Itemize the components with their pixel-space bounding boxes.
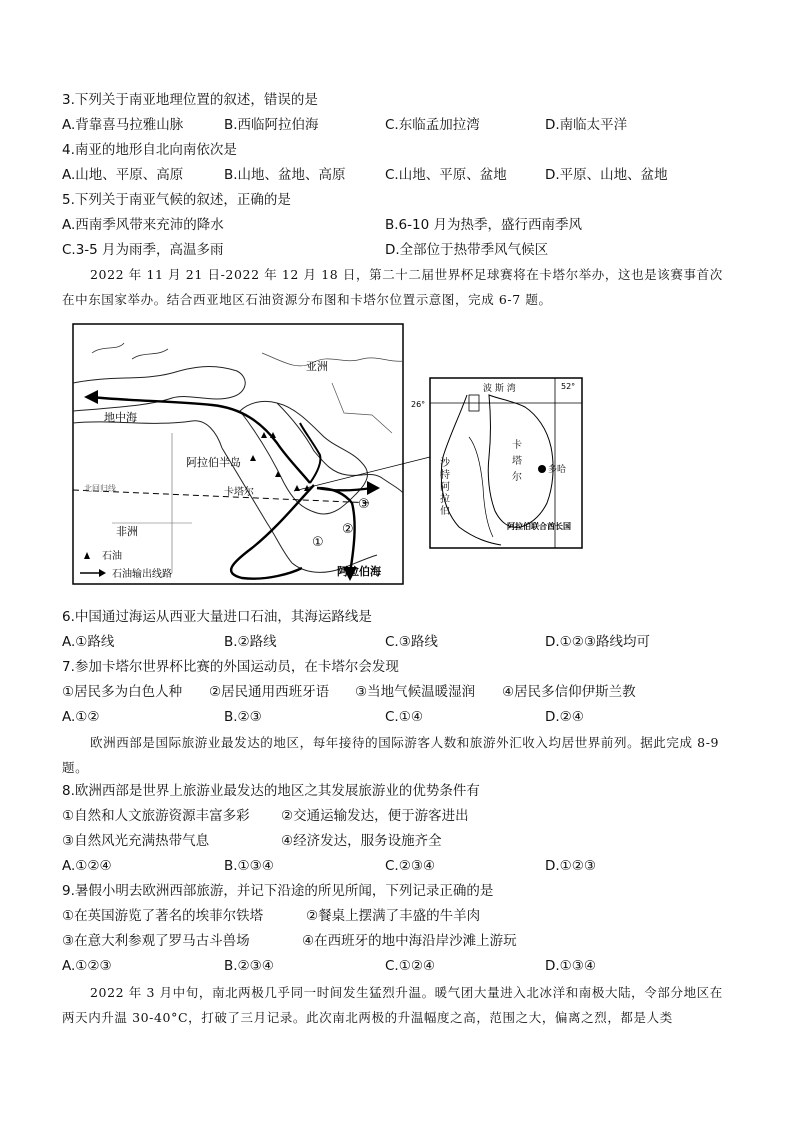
q6-stem: 6.中国通过海运从西亚大量进口石油，其海运路线是	[62, 609, 372, 625]
inset-label-lon: 52°	[561, 382, 576, 391]
route-2-label: ②	[342, 522, 354, 537]
route-3-label: ③	[358, 497, 370, 512]
q9-option-c: C.①②④	[385, 958, 436, 974]
legend-oil: 石油	[102, 551, 122, 562]
q9-option-d: D.①③④	[545, 958, 596, 974]
q8-option-b: B.①③④	[224, 858, 274, 874]
q4-stem: 4.南亚的地形自北向南依次是	[62, 142, 237, 158]
map-label-arabian-peninsula: 阿拉伯半岛	[186, 456, 241, 469]
q8-option-d: D.①②③	[545, 858, 596, 874]
q7-option-c: C.①④	[385, 709, 423, 725]
q3-option-b: B.西临阿拉伯海	[224, 117, 319, 133]
q7-item-4: ④居民多信仰伊斯兰教	[502, 684, 636, 700]
q9-item-3: ③在意大利参观了罗马古斗兽场	[62, 933, 250, 949]
q6-option-c: C.③路线	[385, 634, 438, 650]
inset-label-lat: 26°	[411, 400, 426, 409]
q7-option-a: A.①②	[62, 709, 100, 725]
q6-option-b: B.②路线	[224, 634, 277, 650]
legend-oil-route: 石油输出线路	[112, 569, 172, 580]
q3-option-a: A.背靠喜马拉雅山脉	[62, 117, 184, 133]
inset-label-saudi: 沙特阿拉伯	[440, 458, 450, 517]
q8-item-2: ②交通运输发达，便于游客进出	[281, 808, 469, 824]
map-label-mediterranean: 地中海	[104, 411, 137, 424]
inset-label-bay: 波 斯 湾	[483, 384, 516, 394]
q5-option-b: B.6-10 月为热季，盛行西南季风	[385, 217, 582, 233]
q6-option-d: D.①②③路线均可	[545, 634, 650, 650]
q5-option-c: C.3-5 月为雨季，高温多雨	[62, 242, 224, 258]
q8-item-3: ③自然风光充满热带气息	[62, 833, 210, 849]
q6-option-a: A.①路线	[62, 634, 115, 650]
map-label-africa: 非洲	[116, 525, 138, 538]
qatar-inset-map	[411, 377, 583, 549]
q9-item-1: ①在英国游览了著名的埃菲尔铁塔	[62, 908, 264, 924]
map-label-asia: 亚洲	[306, 360, 328, 373]
intro-paragraph-8-9: 欧洲西部是国际旅游业最发达的地区，每年接待的国际游客人数和旅游外汇收入均居世界前列。据此完成 8-9 题。	[62, 735, 720, 775]
map-label-qatar: 卡塔尔	[224, 487, 254, 498]
q5-stem: 5.下列关于南亚气候的叙述，正确的是	[62, 192, 291, 208]
q7-item-1: ①居民多为白色人种	[62, 684, 183, 700]
q3-option-c: C.东临孟加拉湾	[385, 117, 480, 133]
q8-option-a: A.①②④	[62, 858, 112, 874]
route-1-label: ①	[312, 535, 324, 550]
q3-option-d: D.南临太平洋	[545, 117, 628, 133]
q7-stem: 7.参加卡塔尔世界杯比赛的外国运动员，在卡塔尔会发现	[62, 659, 399, 675]
q9-option-a: A.①②③	[62, 958, 112, 974]
map-label-arabian-sea: 阿拉伯海	[337, 565, 381, 578]
inset-label-doha: 多哈	[548, 465, 567, 475]
q9-stem: 9.暑假小明去欧洲西部旅游，并记下沿途的所见所闻，下列记录正确的是	[62, 883, 494, 899]
q9-option-b: B.②③④	[224, 958, 274, 974]
q8-stem: 8.欧洲西部是世界上旅游业最发达的地区之其发展旅游业的优势条件有	[62, 783, 480, 799]
q5-option-d: D.全部位于热带季风气候区	[385, 242, 549, 258]
q3-stem: 3.下列关于南亚地理位置的叙述，错误的是	[62, 92, 318, 108]
q8-item-1: ①自然和人文旅游资源丰富多彩	[62, 808, 250, 824]
q7-option-d: D.②④	[545, 709, 584, 725]
inset-label-uae: 阿拉伯联合酋长国	[507, 522, 571, 531]
q9-item-4: ④在西班牙的地中海沿岸沙滩上游玩	[302, 933, 517, 949]
q8-item-4: ④经济发达，服务设施齐全	[281, 833, 442, 849]
intro-paragraph-6-7: 2022 年 11 月 21 日-2022 年 12 月 18 日，第二十二届世界杯足球赛将在卡塔尔举办，这也是该赛事首次在中东国家举办。结合西亚地区石油资源分布图和卡塔尔位置示意图，完成 6-7 题。	[62, 267, 723, 307]
map-label-tropic: 北回归线	[84, 484, 116, 493]
q4-option-a: A.山地、平原、高原	[62, 167, 184, 183]
west-asia-oil-map	[72, 323, 404, 585]
q7-option-b: B.②③	[224, 709, 262, 725]
q7-item-3: ③当地气候温暖湿润	[355, 684, 476, 700]
q4-option-c: C.山地、平原、盆地	[385, 167, 507, 183]
q4-option-b: B.山地、盆地、高原	[224, 167, 346, 183]
q4-option-d: D.平原、山地、盆地	[545, 167, 668, 183]
inset-label-qatar: 卡塔尔	[512, 440, 522, 483]
q7-item-2: ②居民通用西班牙语	[209, 684, 330, 700]
q8-option-c: C.②③④	[385, 858, 436, 874]
q9-item-2: ②餐桌上摆满了丰盛的牛羊肉	[306, 908, 481, 924]
q5-option-a: A.西南季风带来充沛的降水	[62, 217, 224, 233]
intro-paragraph-polar: 2022 年 3 月中旬，南北两极几乎同一时间发生猛烈升温。暖气团大量进入北冰洋和南极大陆，令部分地区在两天内升温 30-40°C，打破了三月记录。此次南北两极的升温幅度之高，范围之大，偏离之烈，都是人类	[62, 985, 723, 1025]
